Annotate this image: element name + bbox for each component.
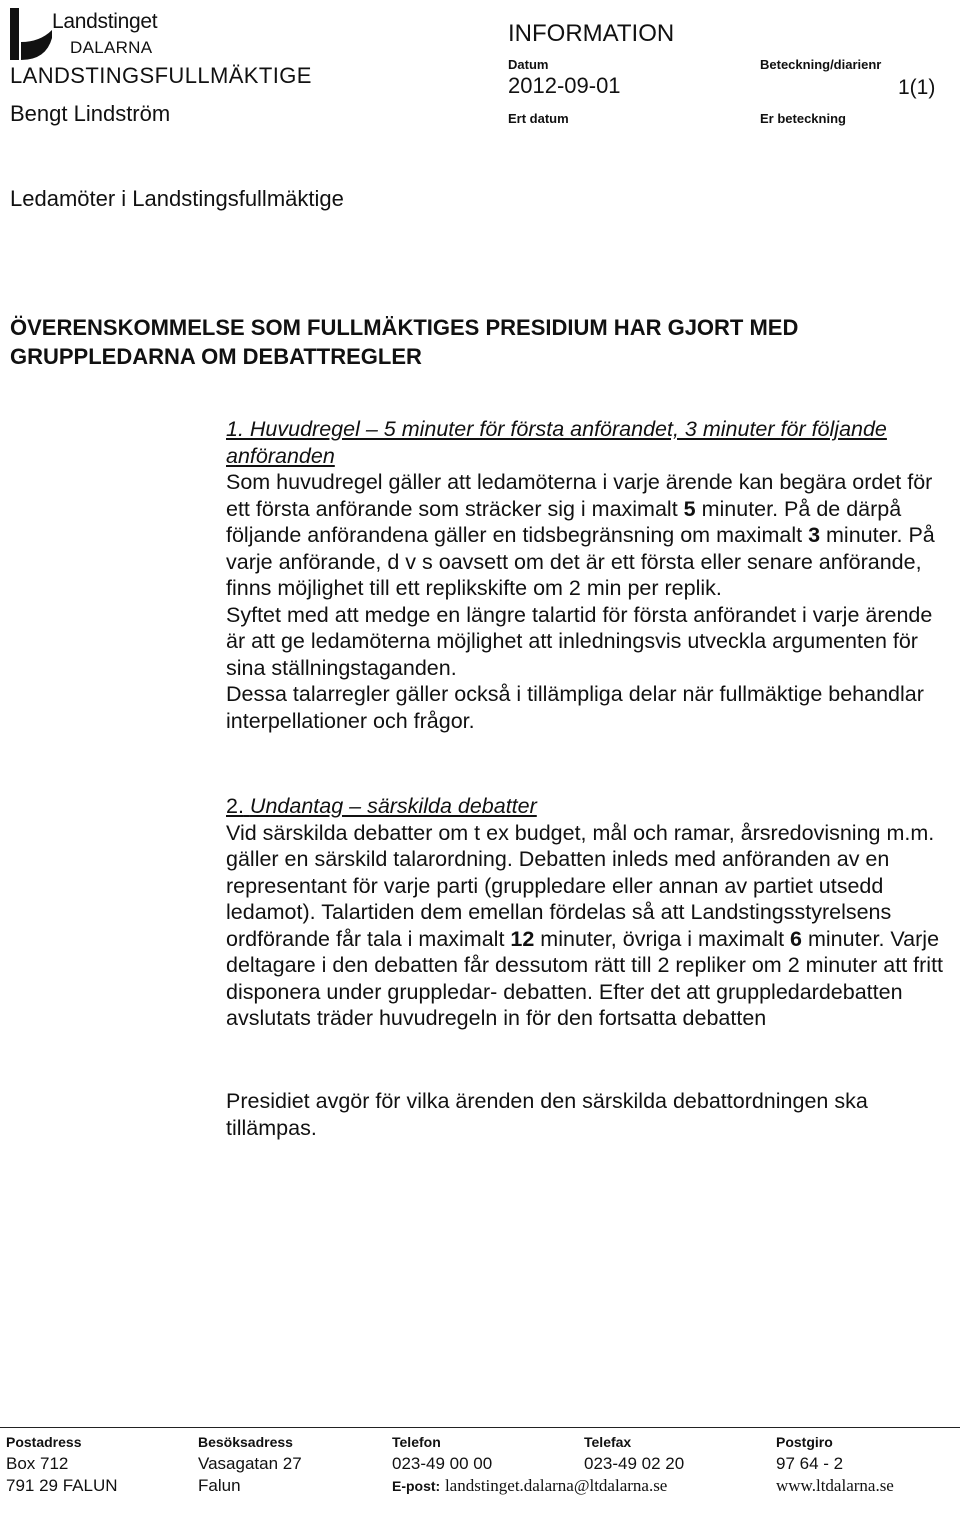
- page-count: 1(1): [898, 76, 936, 99]
- others-minutes: 6: [790, 926, 802, 951]
- date-value: 2012-09-01: [508, 73, 621, 98]
- email-link[interactable]: landstinget.dalarna@ltdalarna.se: [444, 1476, 668, 1495]
- footer-postgiro: Postgiro 97 64 - 2 www.ltdalarna.se: [776, 1434, 894, 1495]
- reference-label: Beteckning/diarienr: [760, 57, 882, 72]
- document-type: INFORMATION: [508, 20, 675, 47]
- recipient: Ledamöter i Landstingsfullmäktige: [10, 186, 344, 211]
- section-exception: [226, 793, 956, 1032]
- footer-visiting-address: Besöksadress Vasagatan 27 Falun: [198, 1434, 302, 1495]
- footer-phone: Telefon 023-49 00 00 E-post: landstinget.dalarna@ltdalarna.se: [392, 1434, 668, 1495]
- author-name: Bengt Lindström: [10, 101, 171, 126]
- section-1-paragraph-2: Syftet med att medge en längre talartid för första anförandet i varje ärende är att ge ledamöterna möjlighet att inledningsvis utveckla argumenten för sina ställningstaganden.: [226, 602, 933, 680]
- footer-divider: [0, 1427, 960, 1428]
- section-main-rule: [226, 416, 956, 734]
- section-1-heading: 1. Huvudregel – 5 minuter för första anförandet, 3 minuter för följande anföranden: [226, 417, 887, 468]
- footer-postal-address: Postadress Box 712 791 29 FALUN: [6, 1434, 118, 1495]
- your-date-label: Ert datum: [508, 111, 569, 126]
- section-1-paragraph-3: Dessa talarregler gäller också i tillämpliga delar när fullmäktige behandlar interpellationer och frågor.: [226, 682, 924, 733]
- document-title: [10, 313, 798, 371]
- landstinget-logo-icon: [10, 8, 52, 60]
- first-speech-minutes: 5: [683, 496, 696, 521]
- following-speech-minutes: 3: [808, 523, 821, 547]
- website-link[interactable]: www.ltdalarna.se: [776, 1476, 894, 1495]
- your-reference-label: Er beteckning: [760, 111, 846, 126]
- footer-email: E-post: landstinget.dalarna@ltdalarna.se: [392, 1476, 668, 1495]
- logo-region: DALARNA: [70, 38, 153, 57]
- title-line-1: ÖVERENSKOMMELSE SOM FULLMÄKTIGES PRESIDIUM HAR GJORT MED: [10, 315, 799, 340]
- logo-name: Landstinget: [52, 10, 158, 33]
- org-unit: LANDSTINGSFULLMÄKTIGE: [10, 63, 312, 88]
- section-2-heading: 2. Undantag – särskilda debatter: [226, 794, 537, 818]
- section-1-paragraph-1: Som huvudregel gäller att ledamöterna i varje ärende kan begära ordet för ett första anförande som sträcker sig i maximalt 5 minuter. På de därpå följande anförandena gäller en tidsbegränsning om maximalt 3 minuter. På varje anförande, d v s oavsett om det är ett första eller senare anförande, finns möjlighet till ett replikskifte om 2 min per replik.: [226, 470, 935, 600]
- closing-paragraph: Presidiet avgör för vilka ärenden den särskilda debattordningen ska tillämpas.: [226, 1089, 868, 1140]
- footer-fax: Telefax 023-49 02 20: [584, 1434, 685, 1473]
- title-line-2: GRUPPLEDARNA OM DEBATTREGLER: [10, 344, 422, 369]
- chair-minutes: 12: [510, 926, 535, 951]
- date-label: Datum: [508, 57, 549, 72]
- section-2-paragraph: Vid särskilda debatter om t ex budget, mål och ramar, årsredovisning m.m. gäller en särskild talarordning. Debatten inleds med anföranden av en representant för varje parti (gruppledare eller annan av partiet utsedd ledamot). Talartiden dem emellan fördelas så att Landstingsstyrelsens ordförande får tala i maximalt 12 minuter, övriga i maximalt 6 minuter. Varje deltagare i den debatten får dessutom rätt till 2 repliker om 2 minuter att fritt disponera under gruppledar- debatten. Efter det att gruppledardebatten avslutats träder huvudregeln in för den fortsatta debatten: [226, 820, 944, 1030]
